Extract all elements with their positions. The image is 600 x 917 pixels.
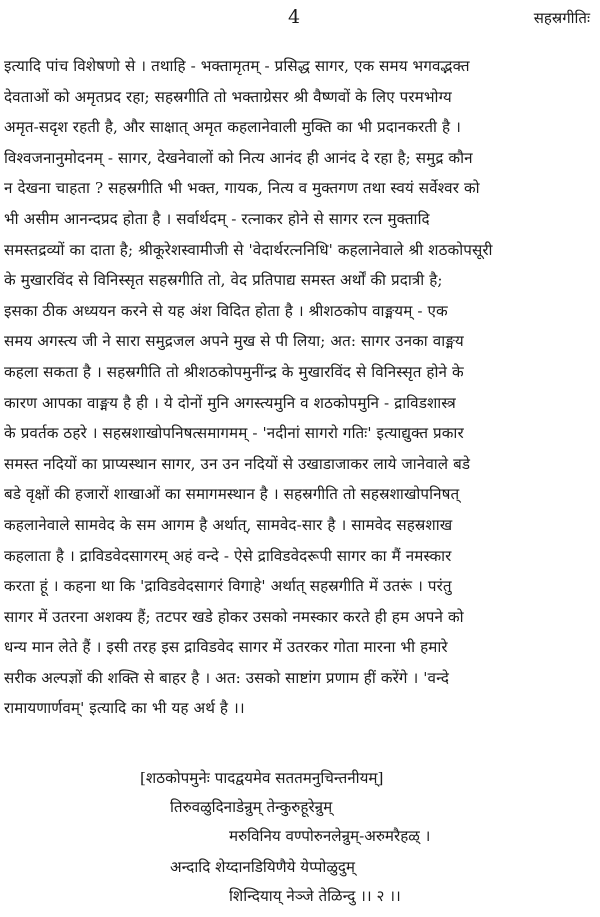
verse-line: अन्दादि शेय्दानडियिणैये येप्पोळुदुम् — [170, 858, 356, 876]
text-line: कहलानेवाले सामवेद के सम आगम है अर्थात्, सामवेद-सार है । सामवेद सहस्रशाख — [4, 515, 453, 534]
text-line: कहला सकता है । सहस्रगीति तो श्रीशठकोपमुनींन्द्र के मुखारविंद से विनिस्सृत होने के — [4, 362, 464, 381]
text-line: समय अगस्त्य जी ने सारा समुद्रजल अपने मुख से पी लिया; अत: सागर उनका वाङ्मय — [4, 332, 464, 351]
text-line: देवताओं को अमृतप्रद रहा; सहस्रगीति तो भक्ताग्रेसर श्री वैष्णवों के लिए परमभोग्य — [4, 87, 452, 106]
verse-line: मरुविनिय वण्पोरुनलेन्रुम्-अरुमरैहळ् । — [229, 827, 431, 845]
verse-heading: [शठकोपमुनेः पादद्वयमेव सततमनुचिन्तनीयम्] — [140, 769, 384, 787]
text-line: के मुखारविंद से विनिस्सृत सहस्रगीति तो, वेद प्रतिपाद्य समस्त अर्थों की प्रदात्री है; — [4, 271, 443, 290]
body-paragraph — [4, 51, 596, 724]
text-line: अमृत-सदृश रहती है, और साक्षात् अमृत कहलानेवाली मुक्ति का भी प्रदानकरती है । — [4, 118, 461, 137]
text-line: के प्रवर्तक ठहरे । सहस्रशाखोपनिषत्समागमम् - 'नदीनां सागरो गतिः' इत्याद्युक्त प्रकार — [4, 424, 464, 443]
running-title: सहस्रगीतिः — [533, 9, 590, 27]
text-line: कहलाता है । द्राविडवेदसागरम् अहं वन्दे - ऐसे द्राविडवेदरूपी सागर का मैं नमस्कार — [4, 546, 452, 565]
text-line: इसका ठीक अध्ययन करने से यह अंश विदित होता है । श्रीशठकोप वाङ्मयम् - एक — [4, 301, 448, 320]
text-line: बडे वृक्षों की हजारों शाखाओं का समागमस्थान है । सहस्रगीति तो सहस्रशाखोपनिषत् — [4, 485, 460, 504]
text-line: समस्त नदियों का प्राप्यस्थान सागर, उन उन नदियों से उखाडाजाकर लाये जानेवाले बडे — [4, 454, 471, 473]
text-line: न देखना चाहता ? सहस्रगीति भी भक्त, गायक, नित्य व मुक्तगण तथा स्वयं सर्वेश्वर को — [4, 179, 480, 198]
page-number: 4 — [288, 6, 301, 28]
verse-line: शिन्दियाय् नेञ्जे तेळिन्दु ।। २ ।। — [229, 887, 401, 905]
text-line: सरीक अल्पज्ञों की शक्ति से बाहर है । अत: उसको साष्टांग प्रणाम हीं करेंगे । 'वन्दे — [4, 668, 450, 687]
verse-line: तिरुवळुदिनाडेन्रुम् तेन्कुरुहूरेन्रुम् — [170, 798, 333, 816]
text-line: इत्यादि पांच विशेषणो से । तथाहि - भक्तामृतम् - प्रसिद्ध सागर, एक समय भगवद्भक्त — [4, 57, 470, 75]
text-line: कारण आपका वाङ्मय है ही । ये दोनों मुनि अगस्त्यमुनि व शठकोपमुनि - द्राविडशास्त्र — [4, 393, 456, 412]
text-line: विश्वजनानुमोदनम् - सागर, देखनेवालों को नित्य आनंद ही आनंद दे रहा है; समुद्र कौन — [4, 148, 473, 167]
text-line: समस्तद्रव्यों का दाता है; श्रीकूरेशस्वामीजी से 'वेदार्थरत्ननिधि' कहलानेवाले श्री शठकोपसूरी — [4, 240, 493, 259]
text-line: सागर में उतरना अशक्य हैं; तटपर खडे होकर उसको नमस्कार करते ही हम अपने को — [4, 607, 464, 626]
text-line: करता हूं । कहना था कि 'द्राविडवेदसागरं विगाहे' अर्थात् सहस्रगीति में उतरूं । परंतु — [4, 577, 452, 596]
text-line: रामायणार्णवम्' इत्यादि का भी यह अर्थ है ।। — [4, 699, 245, 718]
text-line: धन्य मान लेते हैं । इसी तरह इस द्राविडवेद सागर में उतरकर गोता मारना भी हमारे — [4, 638, 448, 657]
text-line: भी असीम आनन्दप्रद होता है । सर्वार्थदम् - रत्नाकर होने से सागर रत्न मुक्तादि — [4, 209, 430, 228]
